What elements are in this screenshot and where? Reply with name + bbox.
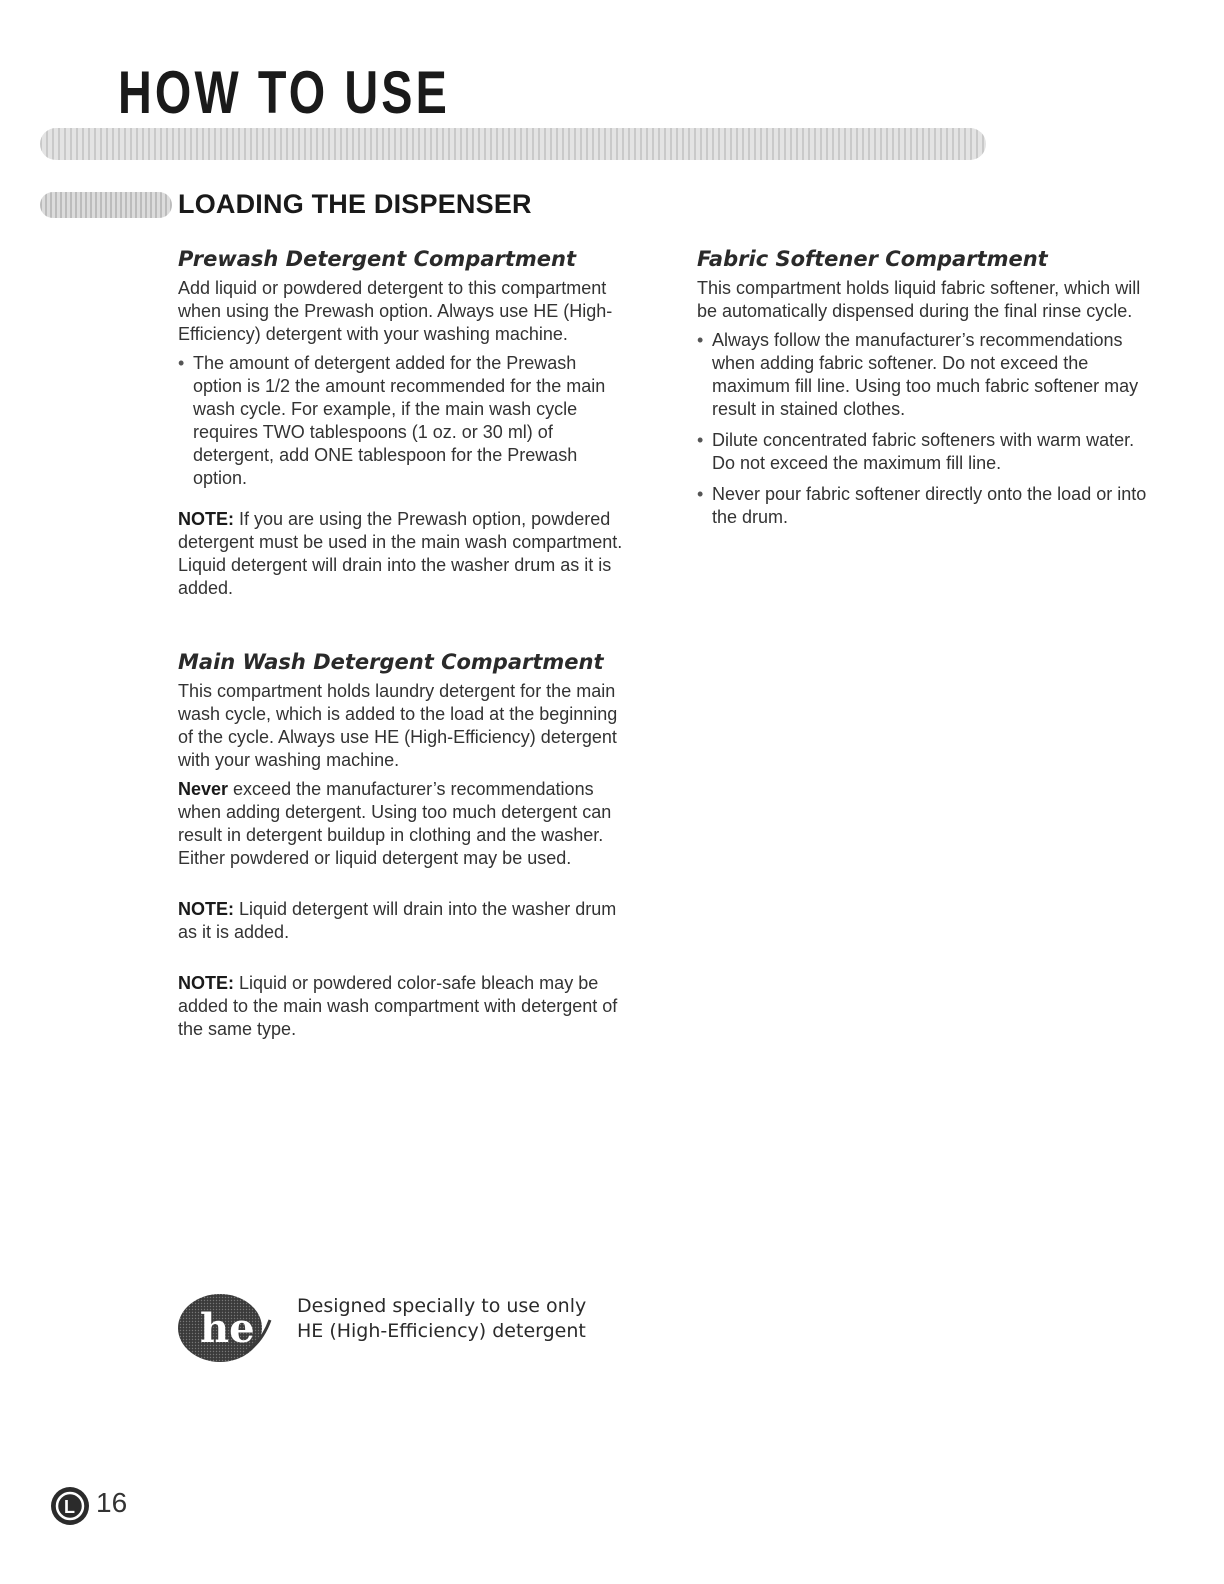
prewash-note xyxy=(178,508,628,600)
fabric-softener-heading: Fabric Softener Compartment xyxy=(697,247,1048,271)
he-caption-line-1: Designed specially to use only xyxy=(297,1295,587,1317)
fabric-softener-bullet: • Dilute concentrated fabric softeners with warm water. Do not exceed the maximum fill line. xyxy=(697,429,1147,475)
main-wash-section xyxy=(178,650,628,1041)
prewash-heading: Prewash Detergent Compartment xyxy=(178,247,576,271)
lg-logo-mark: L xyxy=(64,1497,75,1517)
note-text: Liquid detergent will drain into the washer drum as it is added. xyxy=(178,899,617,942)
he-logo-caption xyxy=(297,1294,586,1344)
main-wash-never xyxy=(178,778,628,870)
prewash-bullet: • The amount of detergent added for the Prewash option is 1/2 the amount recommended for the main wash cycle. For example, if the main wash cycle requires TWO tablespoons (1 oz. or 30 ml) of detergent, add ONE tablespoon for the Prewash option. xyxy=(178,352,628,490)
section-heading: LOADING THE DISPENSER xyxy=(178,189,532,219)
main-wash-note-2 xyxy=(178,972,628,1041)
main-wash-intro: This compartment holds laundry detergent for the main wash cycle, which is added to the load at the beginning of the cycle. Always use HE (High-Efficiency) detergent with your washing machine. xyxy=(178,681,618,770)
fabric-softener-section xyxy=(697,247,1147,529)
note-label: NOTE: xyxy=(178,973,234,993)
fabric-softener-bullets xyxy=(697,329,1147,529)
prewash-bullets xyxy=(178,352,628,490)
section-decor-pill xyxy=(40,192,172,218)
left-column xyxy=(178,247,628,1063)
note-text: Liquid or powdered color-safe bleach may be added to the main wash compartment with detergent of the same type. xyxy=(178,973,618,1039)
page-title: HOW TO USE xyxy=(118,59,450,126)
he-caption-line-2: HE (High-Efficiency) detergent xyxy=(297,1320,586,1342)
note-label: NOTE: xyxy=(178,899,234,919)
title-decor-bar xyxy=(40,128,986,160)
note-text: If you are using the Prewash option, powdered detergent must be used in the main wash compartment. Liquid detergent will drain into the washer drum as it is added. xyxy=(178,509,623,598)
he-logo-icon xyxy=(176,1290,272,1366)
page-number: 16 xyxy=(96,1487,128,1518)
prewash-intro: Add liquid or powdered detergent to this compartment when using the Prewash option. Always use HE (High-Efficiency) detergent with your washing machine. xyxy=(178,278,613,344)
never-label: Never xyxy=(178,779,229,799)
fabric-softener-bullet: • Never pour fabric softener directly onto the load or into the drum. xyxy=(697,483,1147,529)
never-text: exceed the manufacturer’s recommendations when adding detergent. Using too much detergent can result in detergent buildup in clothing and the washer. Either powdered or liquid detergent may be used. xyxy=(178,779,612,868)
main-wash-heading: Main Wash Detergent Compartment xyxy=(178,650,604,674)
he-logo-mark: he xyxy=(200,1305,255,1352)
fabric-softener-bullet: • Always follow the manufacturer’s recommendations when adding fabric softener. Do not exceed the maximum fill line. Using too much fabric softener may result in stained clothes. xyxy=(697,329,1147,421)
lg-logo-icon xyxy=(50,1486,90,1526)
note-label: NOTE: xyxy=(178,509,234,529)
right-column xyxy=(697,247,1147,551)
prewash-section xyxy=(178,247,628,600)
main-wash-note-1 xyxy=(178,898,628,944)
fabric-softener-intro: This compartment holds liquid fabric softener, which will be automatically dispensed during the final rinse cycle. xyxy=(697,278,1141,321)
